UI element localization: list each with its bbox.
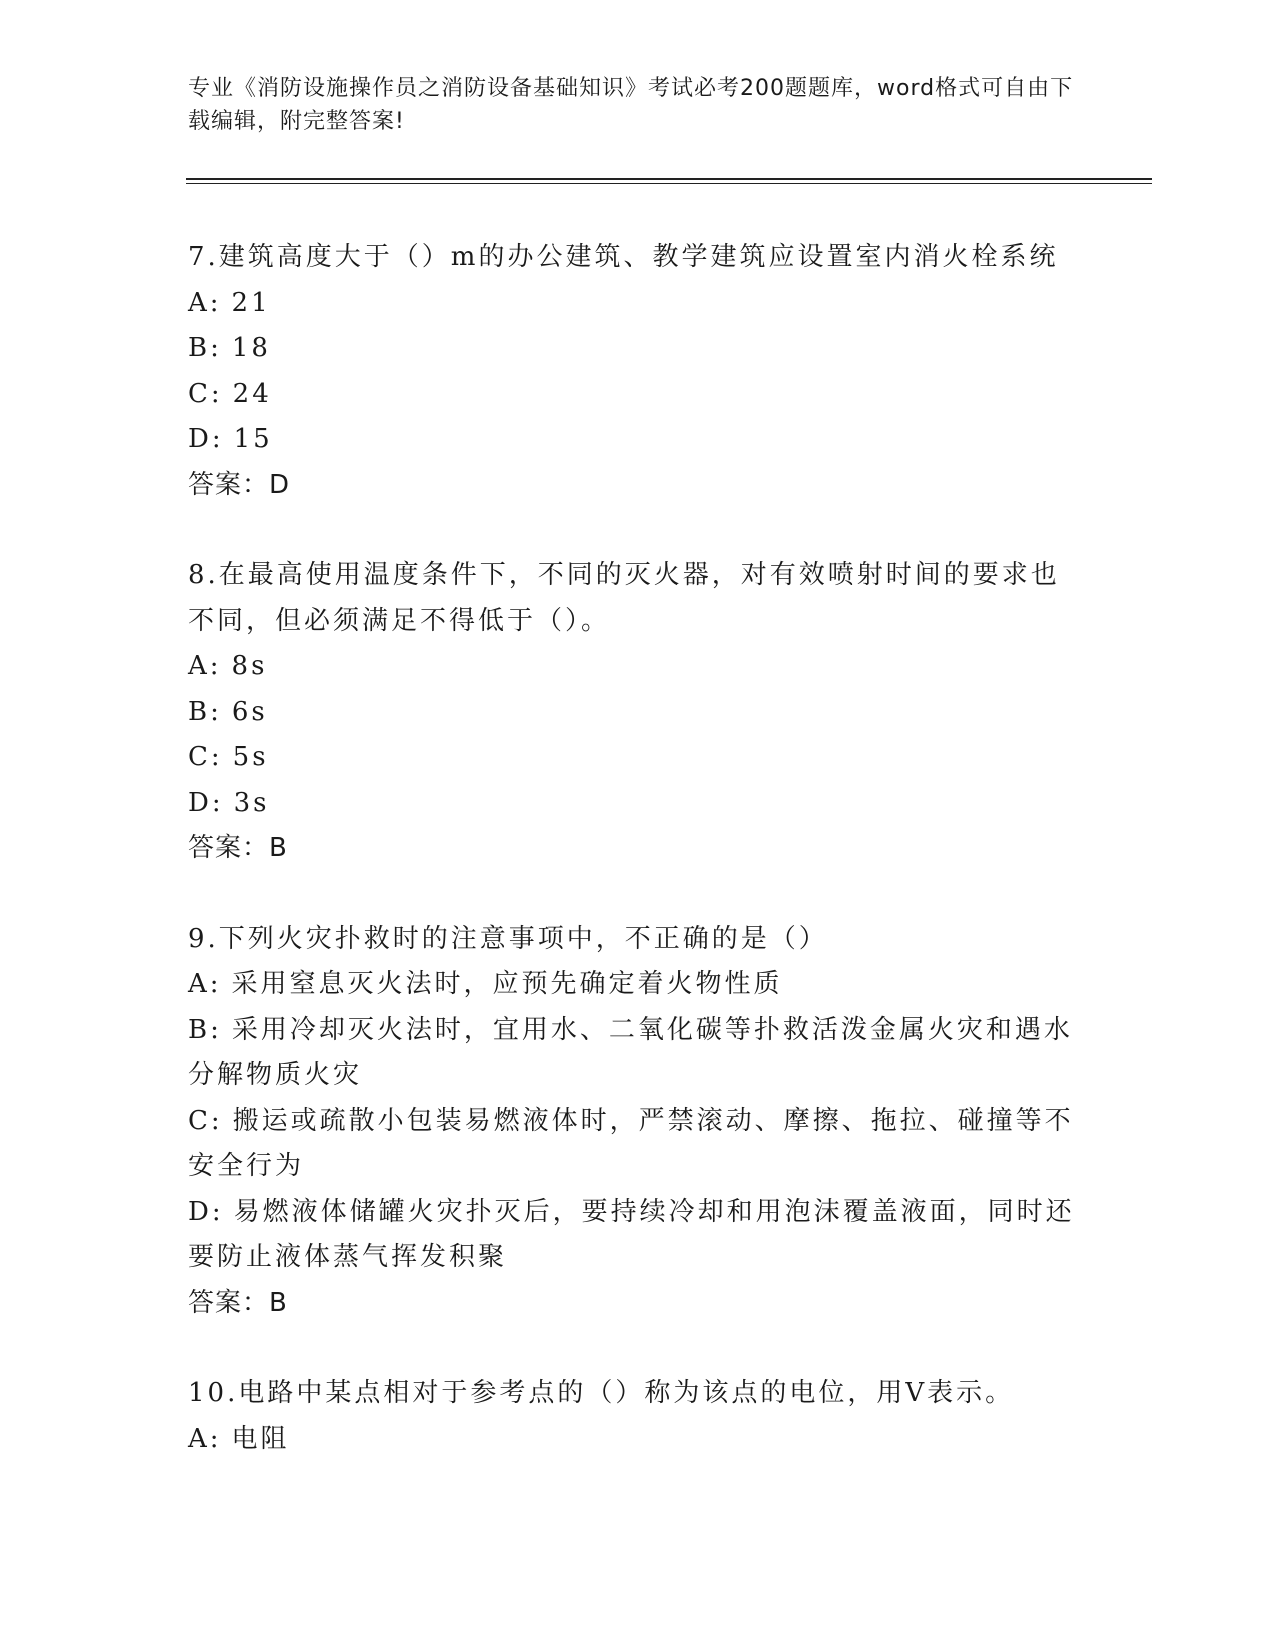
option-text: 采用冷却灭火法时，宜用水、二氧化碳等扑救活泼金属火灾和遇水分解物质火灾 <box>188 1014 1073 1090</box>
question-stem: 9.下列火灾扑救时的注意事项中，不正确的是（） <box>188 923 828 954</box>
header-divider <box>186 178 1152 184</box>
answer-line: 答案：D <box>188 469 291 500</box>
option-letter: B: <box>188 333 222 363</box>
option-c <box>188 1099 1088 1190</box>
option-letter: C: <box>188 378 223 409</box>
option-a <box>188 281 1088 327</box>
option-c <box>188 372 1088 418</box>
option-d <box>188 417 1088 463</box>
option-a <box>188 1417 1088 1463</box>
option-b <box>188 326 1088 372</box>
option-text: 易燃液体储罐火灾扑灭后，要持续冷却和用泡沫覆盖液面，同时还要防止液体蒸气挥发积聚 <box>188 1196 1075 1272</box>
question-10 <box>188 1371 1088 1462</box>
option-letter: C: <box>188 742 223 772</box>
option-letter: C: <box>188 1105 223 1136</box>
question-9 <box>188 917 1088 1327</box>
option-letter: B: <box>188 696 222 727</box>
option-text: 电阻 <box>231 1423 290 1454</box>
document-header: 专业《消防设施操作员之消防设备基础知识》考试必考200题题库，word格式可自由下载编辑，附完整答案! <box>188 76 1074 134</box>
question-stem: 10.电路中某点相对于参考点的（）称为该点的电位，用V表示。 <box>188 1378 1015 1408</box>
option-b <box>188 1008 1088 1099</box>
option-text: 15 <box>233 424 273 454</box>
option-text: 3s <box>233 787 270 818</box>
option-text: 5s <box>232 742 269 772</box>
option-letter: A: <box>188 287 222 318</box>
option-text: 8s <box>231 651 268 681</box>
option-letter: D: <box>188 1196 224 1227</box>
question-list <box>188 235 1088 1507</box>
option-b <box>188 690 1088 736</box>
question-stem: 8.在最高使用温度条件下，不同的灭火器，对有效喷射时间的要求也不同，但必须满足不得低于（）。 <box>188 560 1060 636</box>
option-text: 18 <box>231 333 271 363</box>
option-letter: B: <box>188 1014 222 1045</box>
option-a <box>188 644 1088 690</box>
option-d <box>188 1190 1088 1281</box>
option-letter: D: <box>188 787 224 818</box>
option-a <box>188 962 1088 1008</box>
option-text: 24 <box>232 378 272 409</box>
option-letter: A: <box>188 969 222 999</box>
option-letter: A: <box>188 651 222 681</box>
option-letter: A: <box>188 1423 222 1454</box>
question-8 <box>188 553 1088 872</box>
question-stem: 7.建筑高度大于（）m的办公建筑、教学建筑应设置室内消火栓系统 <box>188 242 1059 272</box>
option-text: 21 <box>231 287 271 318</box>
option-d <box>188 781 1088 827</box>
option-text: 6s <box>231 696 268 727</box>
option-text: 采用窒息灭火法时，应预先确定着火物性质 <box>231 969 783 999</box>
question-7 <box>188 235 1088 508</box>
option-text: 搬运或疏散小包装易燃液体时，严禁滚动、摩擦、拖拉、碰撞等不安全行为 <box>188 1105 1074 1181</box>
option-c <box>188 735 1088 781</box>
option-letter: D: <box>188 424 224 454</box>
answer-line: 答案：B <box>188 1287 288 1318</box>
answer-line: 答案：B <box>188 833 288 863</box>
